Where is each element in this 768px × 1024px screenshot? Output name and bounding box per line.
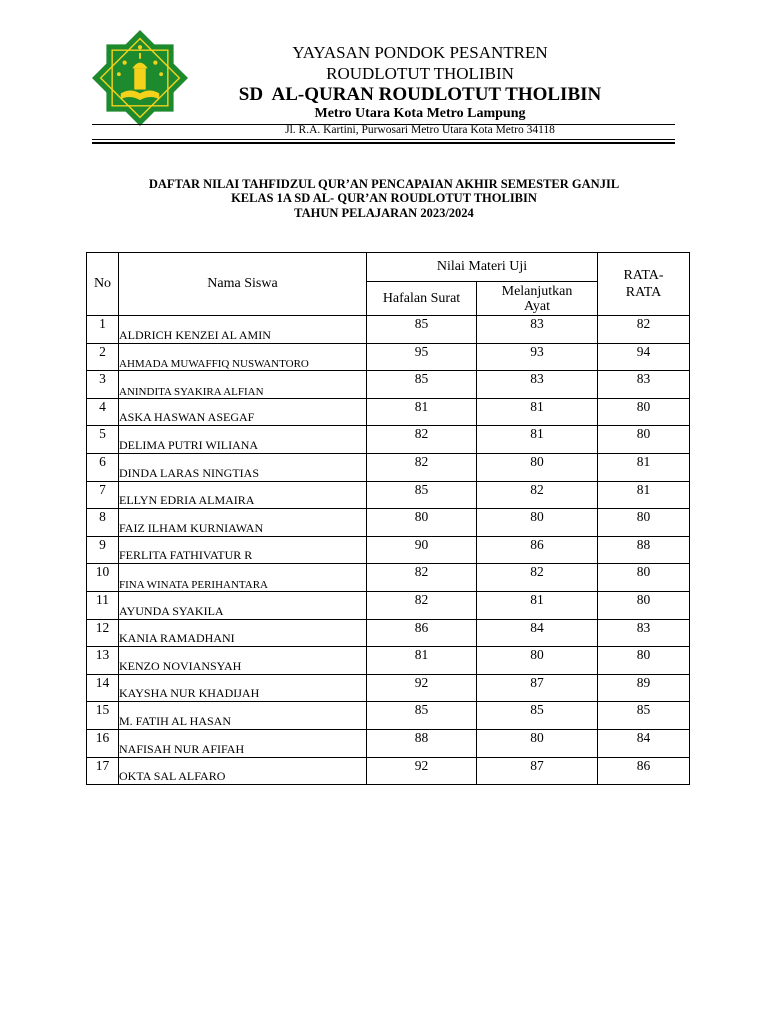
score-hafalan: 86 — [367, 619, 477, 647]
row-number: 15 — [87, 702, 119, 730]
table-row — [87, 453, 690, 481]
table-row — [87, 619, 690, 647]
student-name: KANIA RAMADHANI — [119, 619, 367, 647]
score-hafalan: 80 — [367, 509, 477, 537]
row-number: 1 — [87, 316, 119, 344]
score-melanjutkan: 82 — [477, 481, 598, 509]
score-hafalan: 85 — [367, 316, 477, 344]
score-melanjutkan: 80 — [477, 729, 598, 757]
score-melanjutkan: 93 — [477, 343, 598, 371]
score-average: 80 — [598, 398, 690, 426]
table-row — [87, 398, 690, 426]
header-melanjutkan-line1: Melanjutkan — [501, 283, 573, 299]
school-logo — [92, 30, 188, 126]
document-title-line3: TAHUN PELAJARAN 2023/2024 — [294, 206, 474, 220]
table-row — [87, 343, 690, 371]
score-hafalan: 85 — [367, 702, 477, 730]
score-hafalan: 95 — [367, 343, 477, 371]
table-row — [87, 564, 690, 592]
student-name: FAIZ ILHAM KURNIAWAN — [119, 509, 367, 537]
score-melanjutkan: 83 — [477, 316, 598, 344]
score-average: 83 — [598, 371, 690, 399]
score-hafalan: 90 — [367, 536, 477, 564]
score-hafalan: 82 — [367, 453, 477, 481]
score-hafalan: 82 — [367, 564, 477, 592]
score-hafalan: 85 — [367, 481, 477, 509]
table-row — [87, 647, 690, 675]
score-melanjutkan: 84 — [477, 619, 598, 647]
student-name: DELIMA PUTRI WILIANA — [119, 426, 367, 454]
score-melanjutkan: 86 — [477, 536, 598, 564]
score-average: 81 — [598, 481, 690, 509]
student-name: ELLYN EDRIA ALMAIRA — [119, 481, 367, 509]
student-name: AYUNDA SYAKILA — [119, 591, 367, 619]
table-row — [87, 591, 690, 619]
table-row — [87, 426, 690, 454]
row-number: 16 — [87, 729, 119, 757]
table-row — [87, 702, 690, 730]
table-row — [87, 316, 690, 344]
logo-star-icon — [153, 61, 157, 65]
table-row — [87, 674, 690, 702]
score-average: 86 — [598, 757, 690, 785]
header-melanjutkan-line2: Ayat — [524, 298, 550, 314]
score-average: 80 — [598, 509, 690, 537]
logo-tower-icon — [134, 68, 146, 89]
header-melanjutkan — [477, 282, 598, 316]
document-title-line1: DAFTAR NILAI TAHFIDZUL QUR’AN PENCAPAIAN AKHIR SEMESTER GANJIL — [148, 177, 620, 191]
header-divider-a — [92, 139, 675, 140]
score-hafalan: 82 — [367, 591, 477, 619]
score-average: 80 — [598, 647, 690, 675]
row-number: 3 — [87, 371, 119, 399]
row-number: 10 — [87, 564, 119, 592]
school-city: Metro Utara Kota Metro Lampung — [314, 106, 526, 121]
student-name: FERLITA FATHIVATUR R — [119, 536, 367, 564]
student-name: AHMADA MUWAFFIQ NUSWANTORO — [119, 343, 367, 371]
student-name: ALDRICH KENZEI AL AMIN — [119, 316, 367, 344]
score-melanjutkan: 80 — [477, 509, 598, 537]
score-melanjutkan: 81 — [477, 591, 598, 619]
score-average: 89 — [598, 674, 690, 702]
score-melanjutkan: 83 — [477, 371, 598, 399]
grade-rows — [87, 316, 690, 785]
header-average-line1: RATA- — [623, 268, 664, 283]
student-name: NAFISAH NUR AFIFAH — [119, 729, 367, 757]
row-number: 9 — [87, 536, 119, 564]
school-address: Jl. R.A. Kartini, Purwosari Metro Utara Kota Metro 34118 — [285, 124, 555, 136]
logo-star-icon — [159, 72, 163, 76]
row-number: 6 — [87, 453, 119, 481]
foundation-line: YAYASAN PONDOK PESANTREN — [292, 43, 548, 62]
header-no: No — [87, 253, 119, 316]
table-row — [87, 757, 690, 785]
row-number: 7 — [87, 481, 119, 509]
student-name: ASKA HASWAN ASEGAF — [119, 398, 367, 426]
grades-table — [86, 252, 690, 785]
score-melanjutkan: 87 — [477, 674, 598, 702]
student-name: ANINDITA SYAKIRA ALFIAN — [119, 371, 367, 399]
score-average: 83 — [598, 619, 690, 647]
student-name: FINA WINATA PERIHANTARA — [119, 564, 367, 592]
score-hafalan: 92 — [367, 757, 477, 785]
score-melanjutkan: 82 — [477, 564, 598, 592]
row-number: 17 — [87, 757, 119, 785]
score-melanjutkan: 80 — [477, 647, 598, 675]
score-melanjutkan: 85 — [477, 702, 598, 730]
row-number: 4 — [87, 398, 119, 426]
score-hafalan: 81 — [367, 398, 477, 426]
student-name: DINDA LARAS NINGTIAS — [119, 453, 367, 481]
score-hafalan: 92 — [367, 674, 477, 702]
table-row — [87, 371, 690, 399]
score-average: 84 — [598, 729, 690, 757]
logo-star-icon — [117, 72, 121, 76]
logo-star-icon — [123, 61, 127, 65]
row-number: 11 — [87, 591, 119, 619]
score-melanjutkan: 81 — [477, 398, 598, 426]
score-average: 80 — [598, 426, 690, 454]
score-melanjutkan: 81 — [477, 426, 598, 454]
school-name: SD AL-QURAN ROUDLOTUT THOLIBIN — [238, 84, 602, 105]
score-hafalan: 82 — [367, 426, 477, 454]
row-number: 5 — [87, 426, 119, 454]
student-name: KAYSHA NUR KHADIJAH — [119, 674, 367, 702]
table-row — [87, 729, 690, 757]
student-name: KENZO NOVIANSYAH — [119, 647, 367, 675]
table-row — [87, 509, 690, 537]
score-average: 80 — [598, 564, 690, 592]
header-hafalan: Hafalan Surat — [367, 282, 477, 316]
score-average: 81 — [598, 453, 690, 481]
student-name: OKTA SAL ALFARO — [119, 757, 367, 785]
row-number: 14 — [87, 674, 119, 702]
score-average: 94 — [598, 343, 690, 371]
logo-star-icon — [138, 45, 142, 49]
document-title-line2: KELAS 1A SD AL- QUR’AN ROUDLOTUT THOLIBIN — [231, 191, 537, 205]
header-average-line2: RATA — [625, 285, 662, 300]
row-number: 2 — [87, 343, 119, 371]
header-group: Nilai Materi Uji — [367, 253, 598, 282]
table-row — [87, 481, 690, 509]
student-name: M. FATIH AL HASAN — [119, 702, 367, 730]
header-average — [598, 253, 690, 316]
score-average: 80 — [598, 591, 690, 619]
score-average: 88 — [598, 536, 690, 564]
score-melanjutkan: 87 — [477, 757, 598, 785]
row-number: 8 — [87, 509, 119, 537]
score-hafalan: 85 — [367, 371, 477, 399]
score-hafalan: 88 — [367, 729, 477, 757]
table-row — [87, 536, 690, 564]
header-name: Nama Siswa — [119, 253, 367, 316]
header-divider-b — [92, 142, 675, 144]
score-average: 82 — [598, 316, 690, 344]
row-number: 12 — [87, 619, 119, 647]
row-number: 13 — [87, 647, 119, 675]
score-melanjutkan: 80 — [477, 453, 598, 481]
foundation-name: ROUDLOTUT THOLIBIN — [326, 64, 514, 83]
score-average: 85 — [598, 702, 690, 730]
score-hafalan: 81 — [367, 647, 477, 675]
